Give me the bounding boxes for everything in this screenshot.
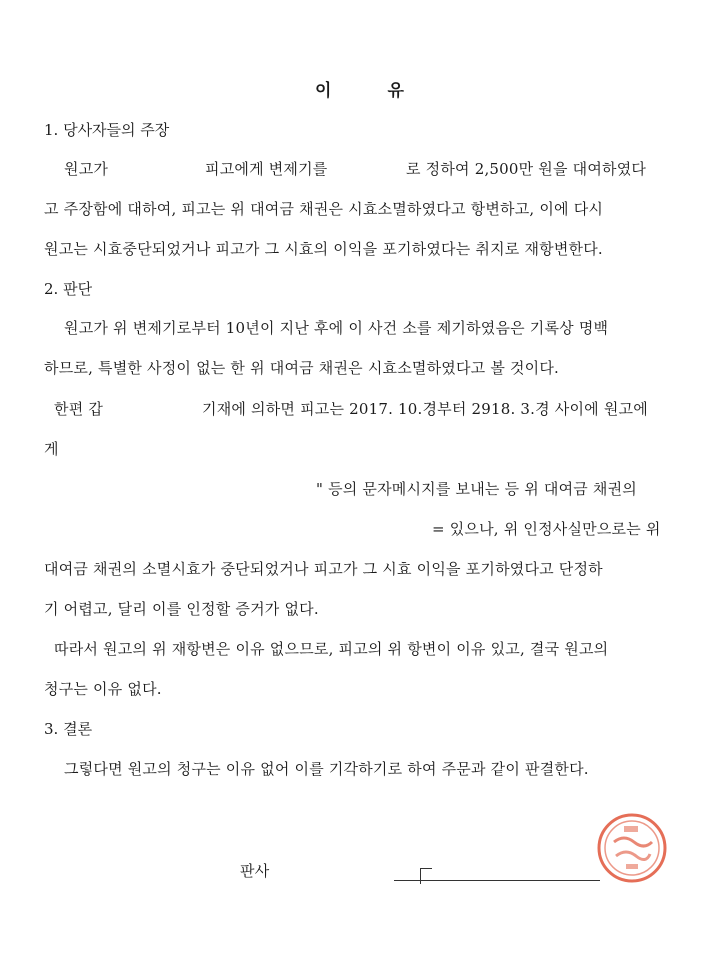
body-line: 원고가 <box>64 160 109 178</box>
body-line: 고 주장함에 대하여, 피고는 위 대여금 채권은 시효소멸하였다고 항변하고, 이에 다시 <box>44 200 604 218</box>
body-line: 기재에 의하면 피고는 2017. 10.경부터 2918. 3.경 사이에 원고에 <box>202 400 648 418</box>
title-char-1: 이 <box>315 81 332 101</box>
section-heading-1: 1. 당사자들의 주장 <box>44 121 170 139</box>
court-seal-icon <box>596 812 668 884</box>
body-line: 따라서 원고의 위 재항변은 이유 없으므로, 피고의 위 항변이 이유 있고, 결국 원고의 <box>54 640 609 658</box>
body-line: 게 <box>44 440 59 458</box>
body-line: 원고가 위 변제기로부터 10년이 지난 후에 이 사건 소를 제기하였음은 기록상 명백 <box>64 319 609 337</box>
title-char-2: 유 <box>387 81 404 101</box>
body-line: 원고는 시효중단되었거나 피고가 그 시효의 이익을 포기하였다는 취지로 재항변한다. <box>44 240 603 258</box>
body-line: 그렇다면 원고의 청구는 이유 없어 이를 기각하기로 하여 주문과 같이 판결한다. <box>64 760 589 778</box>
signature-mark <box>420 868 432 869</box>
section-heading-2: 2. 판단 <box>44 280 93 298</box>
body-line: " 등의 문자메시지를 보내는 등 위 대여금 채권의 <box>316 480 637 498</box>
body-line: 피고에게 변제기를 <box>205 160 328 178</box>
judge-label: 판사 <box>240 862 270 880</box>
document-title <box>315 76 404 101</box>
signature-line <box>394 880 600 881</box>
body-line: 하므로, 특별한 사정이 없는 한 위 대여금 채권은 시효소멸하였다고 볼 것이다. <box>44 359 560 377</box>
body-line: 청구는 이유 없다. <box>44 680 162 698</box>
body-line: 한편 갑 <box>54 400 104 418</box>
body-line: 로 정하여 2,500만 원을 대여하였다 <box>406 160 647 178</box>
section-heading-3: 3. 결론 <box>44 720 93 738</box>
body-line: = 있으나, 위 인정사실만으로는 위 <box>432 520 661 538</box>
signature-mark <box>420 868 421 884</box>
body-line: 대여금 채권의 소멸시효가 중단되었거나 피고가 그 시효 이익을 포기하였다고 단정하 <box>44 560 603 578</box>
body-line: 기 어렵고, 달리 이를 인정할 증거가 없다. <box>44 600 319 618</box>
